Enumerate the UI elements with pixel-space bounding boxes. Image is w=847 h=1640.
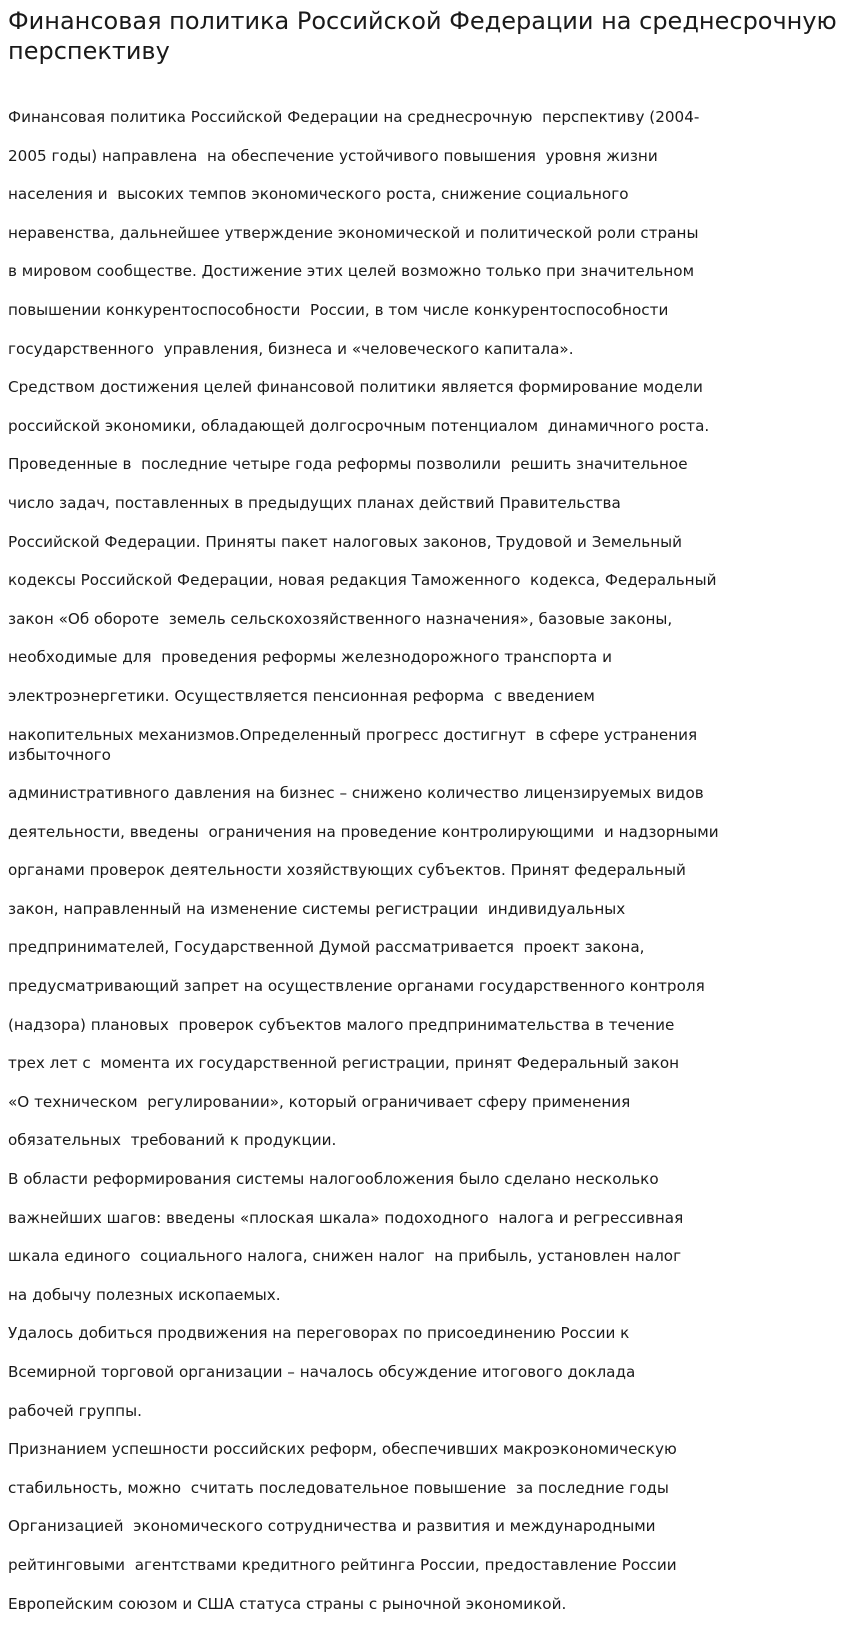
- text-line: важнейших шагов: введены «плоская шкала» подоходного налога и регрессивная: [8, 1208, 684, 1227]
- text-line: в мировом сообществе. Достижение этих целей возможно только при значительном: [8, 262, 695, 281]
- text-line: Средством достижения целей финансовой политики является формирование модели: [8, 378, 703, 397]
- text-line: закон, направленный на изменение системы регистрации индивидуальных: [8, 899, 626, 918]
- text-line: рабочей группы.: [8, 1401, 142, 1420]
- text-line: российской экономики, обладающей долгосрочным потенциалом динамичного роста.: [8, 416, 710, 435]
- text-line: Удалось добиться продвижения на переговорах по присоединению России к: [8, 1324, 630, 1343]
- text-line: трех лет с момента их государственной регистрации, принят Федеральный закон: [8, 1054, 680, 1073]
- document-body: [8, 107, 839, 1632]
- text-line: административного давления на бизнес – снижено количество лицензируемых видов: [8, 784, 704, 803]
- text-line: В области реформирования системы налогообложения было сделано несколько: [8, 1170, 659, 1189]
- text-line: населения и высоких темпов экономического роста, снижение социального: [8, 185, 629, 204]
- text-line: (надзора) плановых проверок субъектов малого предпринимательства в течение: [8, 1015, 675, 1034]
- text-line: Европейским союзом и США статуса страны с рыночной экономикой.: [8, 1594, 567, 1613]
- text-line: Организацией экономического сотрудничества и развития и международными: [8, 1517, 656, 1536]
- text-line: рейтинговыми агентствами кредитного рейтинга России, предоставление России: [8, 1555, 677, 1574]
- text-line: число задач, поставленных в предыдущих планах действий Правительства: [8, 493, 621, 512]
- text-line: деятельности, введены ограничения на проведение контролирующими и надзорными: [8, 822, 719, 841]
- text-line: Проведенные в последние четыре года реформы позволили решить значительное: [8, 455, 688, 474]
- text-line: Признанием успешности российских реформ, обеспечивших макроэкономическую: [8, 1440, 677, 1459]
- text-line: обязательных требований к продукции.: [8, 1131, 337, 1150]
- text-line: государственного управления, бизнеса и «человеческого капитала».: [8, 339, 574, 358]
- text-line: закон «Об обороте земель сельскохозяйственного назначения», базовые законы,: [8, 609, 673, 628]
- text-line: Финансовая политика Российской Федерации на среднесрочную перспективу (2004-: [8, 108, 700, 126]
- text-line: кодексы Российской Федерации, новая редакция Таможенного кодекса, Федеральный: [8, 571, 717, 590]
- page-title: Финансовая политика Российской Федерации на среднесрочную перспективу: [8, 7, 837, 65]
- text-line: предусматривающий запрет на осуществление органами государственного контроля: [8, 977, 705, 996]
- text-line: на добычу полезных ископаемых.: [8, 1285, 281, 1304]
- text-line: шкала единого социального налога, снижен налог на прибыль, установлен налог: [8, 1247, 682, 1266]
- text-line: «О техническом регулировании», который ограничивает сферу применения: [8, 1092, 631, 1111]
- text-line: предпринимателей, Государственной Думой рассматривается проект закона,: [8, 938, 645, 957]
- text-line: электроэнергетики. Осуществляется пенсионная реформа с введением: [8, 686, 595, 705]
- text-line: стабильность, можно считать последовательное повышение за последние годы: [8, 1478, 669, 1497]
- text-line: органами проверок деятельности хозяйствующих субъектов. Принят федеральный: [8, 861, 686, 880]
- text-line: 2005 годы) направлена на обеспечение устойчивого повышения уровня жизни: [8, 146, 658, 165]
- text-line: накопительных механизмов.Определенный прогресс достигнут в сфере устранения избыточного: [8, 725, 702, 764]
- text-line: Российской Федерации. Приняты пакет налоговых законов, Трудовой и Земельный: [8, 532, 683, 551]
- text-line: неравенства, дальнейшее утверждение экономической и политической роли страны: [8, 223, 699, 242]
- text-line: повышении конкурентоспособности России, в том числе конкурентоспособности: [8, 300, 669, 319]
- text-line: необходимые для проведения реформы железнодорожного транспорта и: [8, 648, 613, 667]
- text-line: Всемирной торговой организации – началось обсуждение итогового доклада: [8, 1363, 636, 1381]
